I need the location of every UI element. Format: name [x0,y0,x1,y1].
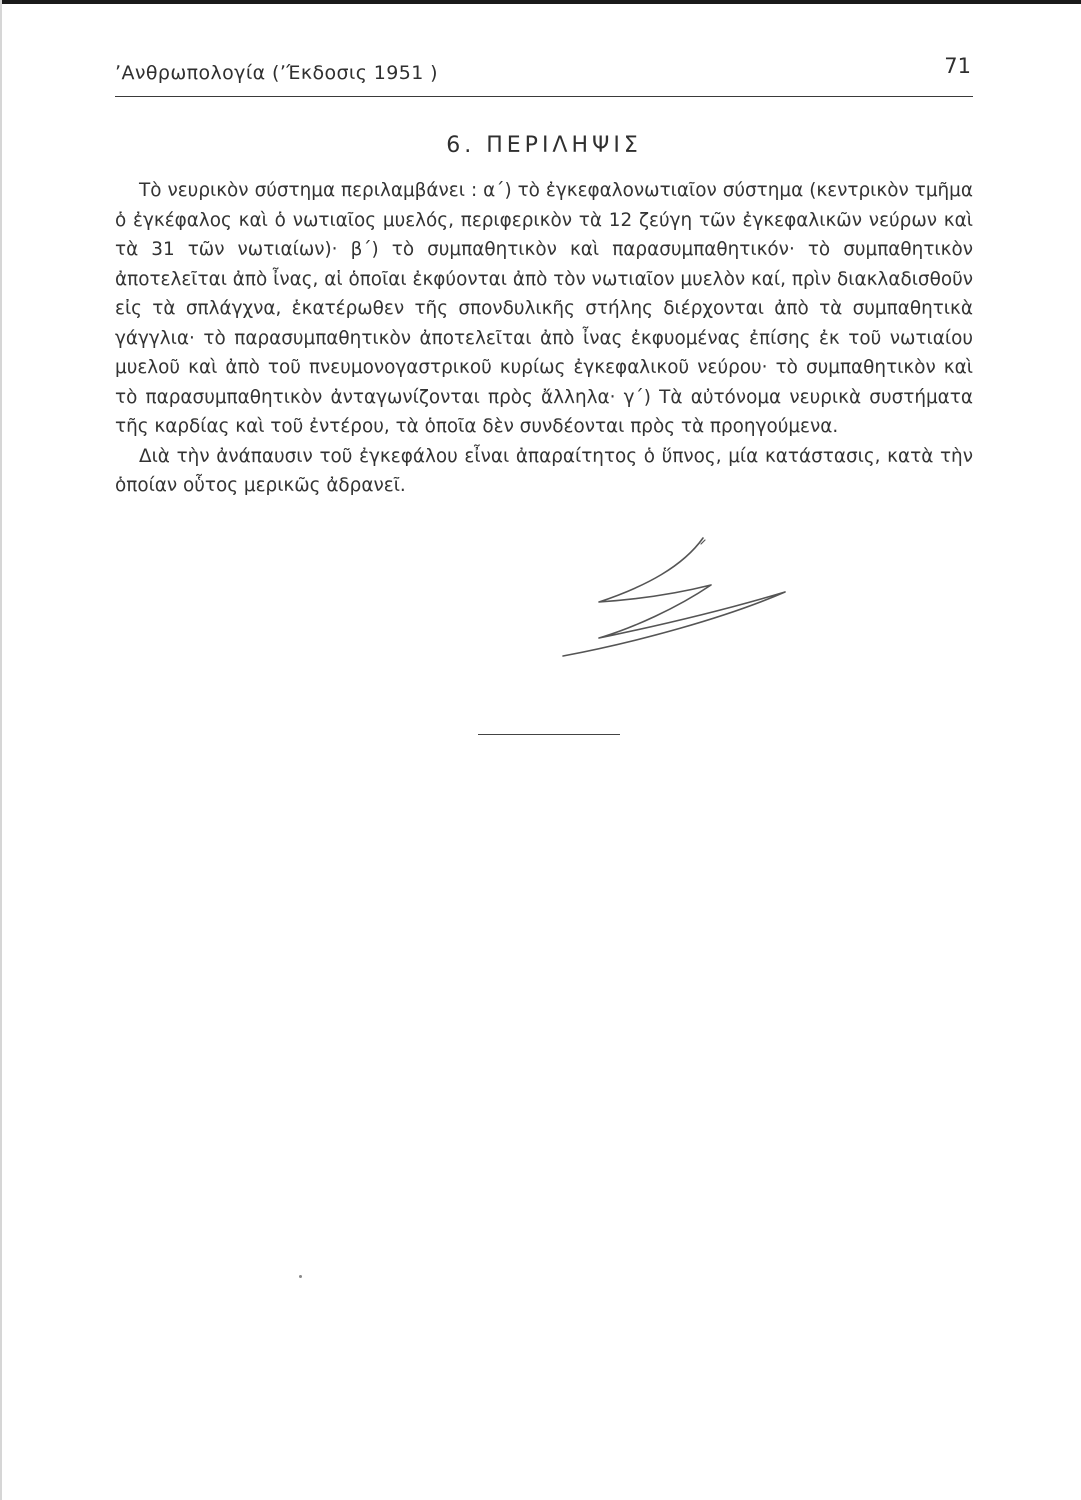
paragraph-sleep: Διὰ τὴν ἀνάπαυσιν τοῦ ἐγκεφάλου εἶναι ἀπαραίτητος ὁ ὕπνος, μία κατάστασις, κατὰ τὴν ὁποίαν οὗτος μερικῶς ἀδρανεῖ. [115,445,973,496]
scan-speck [299,1275,302,1278]
page-header [115,54,973,92]
end-rule [478,734,620,735]
scan-left-edge [0,0,2,1500]
header-rule [115,96,973,97]
scan-top-edge [0,0,1081,4]
body-text [115,176,973,501]
running-title: ʼΑνθρωπολογία (ʼΈκδοσις 1951 ) [115,62,438,84]
paragraph-summary: Τὸ νευρικὸν σύστημα περιλαμβάνει : α΄) τὸ ἐγκεφαλονωτιαῖον σύστημα (κεντρικὸν τμῆμα ὁ ἐγκέφαλος καὶ ὁ νωτιαῖος μυελός, περιφερικὸν τὰ 12 ζεύγη τῶν ἐγκεφαλικῶν νεύρων καὶ τὰ 31 τῶν νωτιαίων)· β΄) τὸ συμπαθητικὸν καὶ παρασυμπαθητικόν· τὸ συμπαθητικὸν ἀποτελεῖται ἀπὸ ἶνας, αἱ ὁποῖαι ἐκφύονται ἀπὸ τὸν νωτιαῖον μυελὸν καί, πρὶν διακλαδισθοῦν εἰς τὰ σπλάγχνα, ἑκατέρωθεν τῆς σπονδυλικῆς στήλης διέρχονται ἀπὸ τὰ συμπαθητικὰ γάγγλια· τὸ παρασυμπαθητικὸν ἀποτελεῖται ἀπὸ ἶνας ἐκφυομένας ἐπίσης ἐκ τοῦ νωτιαίου μυελοῦ καὶ ἀπὸ τοῦ πνευμονογαστρικοῦ κυρίως ἐγκεφαλικοῦ νεύρου· τὸ συμπαθητικὸν καὶ τὸ παρασυμπαθητικὸν ἀνταγωνίζονται πρὸς ἄλληλα· γ΄) Τὰ αὐτόνομα νευρικὰ συστήματα τῆς καρδίας καὶ τοῦ ἐντέρου, τὰ ὁποῖα δὲν συνδέονται πρὸς τὰ προηγούμενα. [115,180,973,437]
section-heading: 6. ΠΕΡΙΛΗΨΙΣ [446,133,642,158]
handwritten-signature [555,530,795,670]
page-number: 71 [944,54,971,78]
